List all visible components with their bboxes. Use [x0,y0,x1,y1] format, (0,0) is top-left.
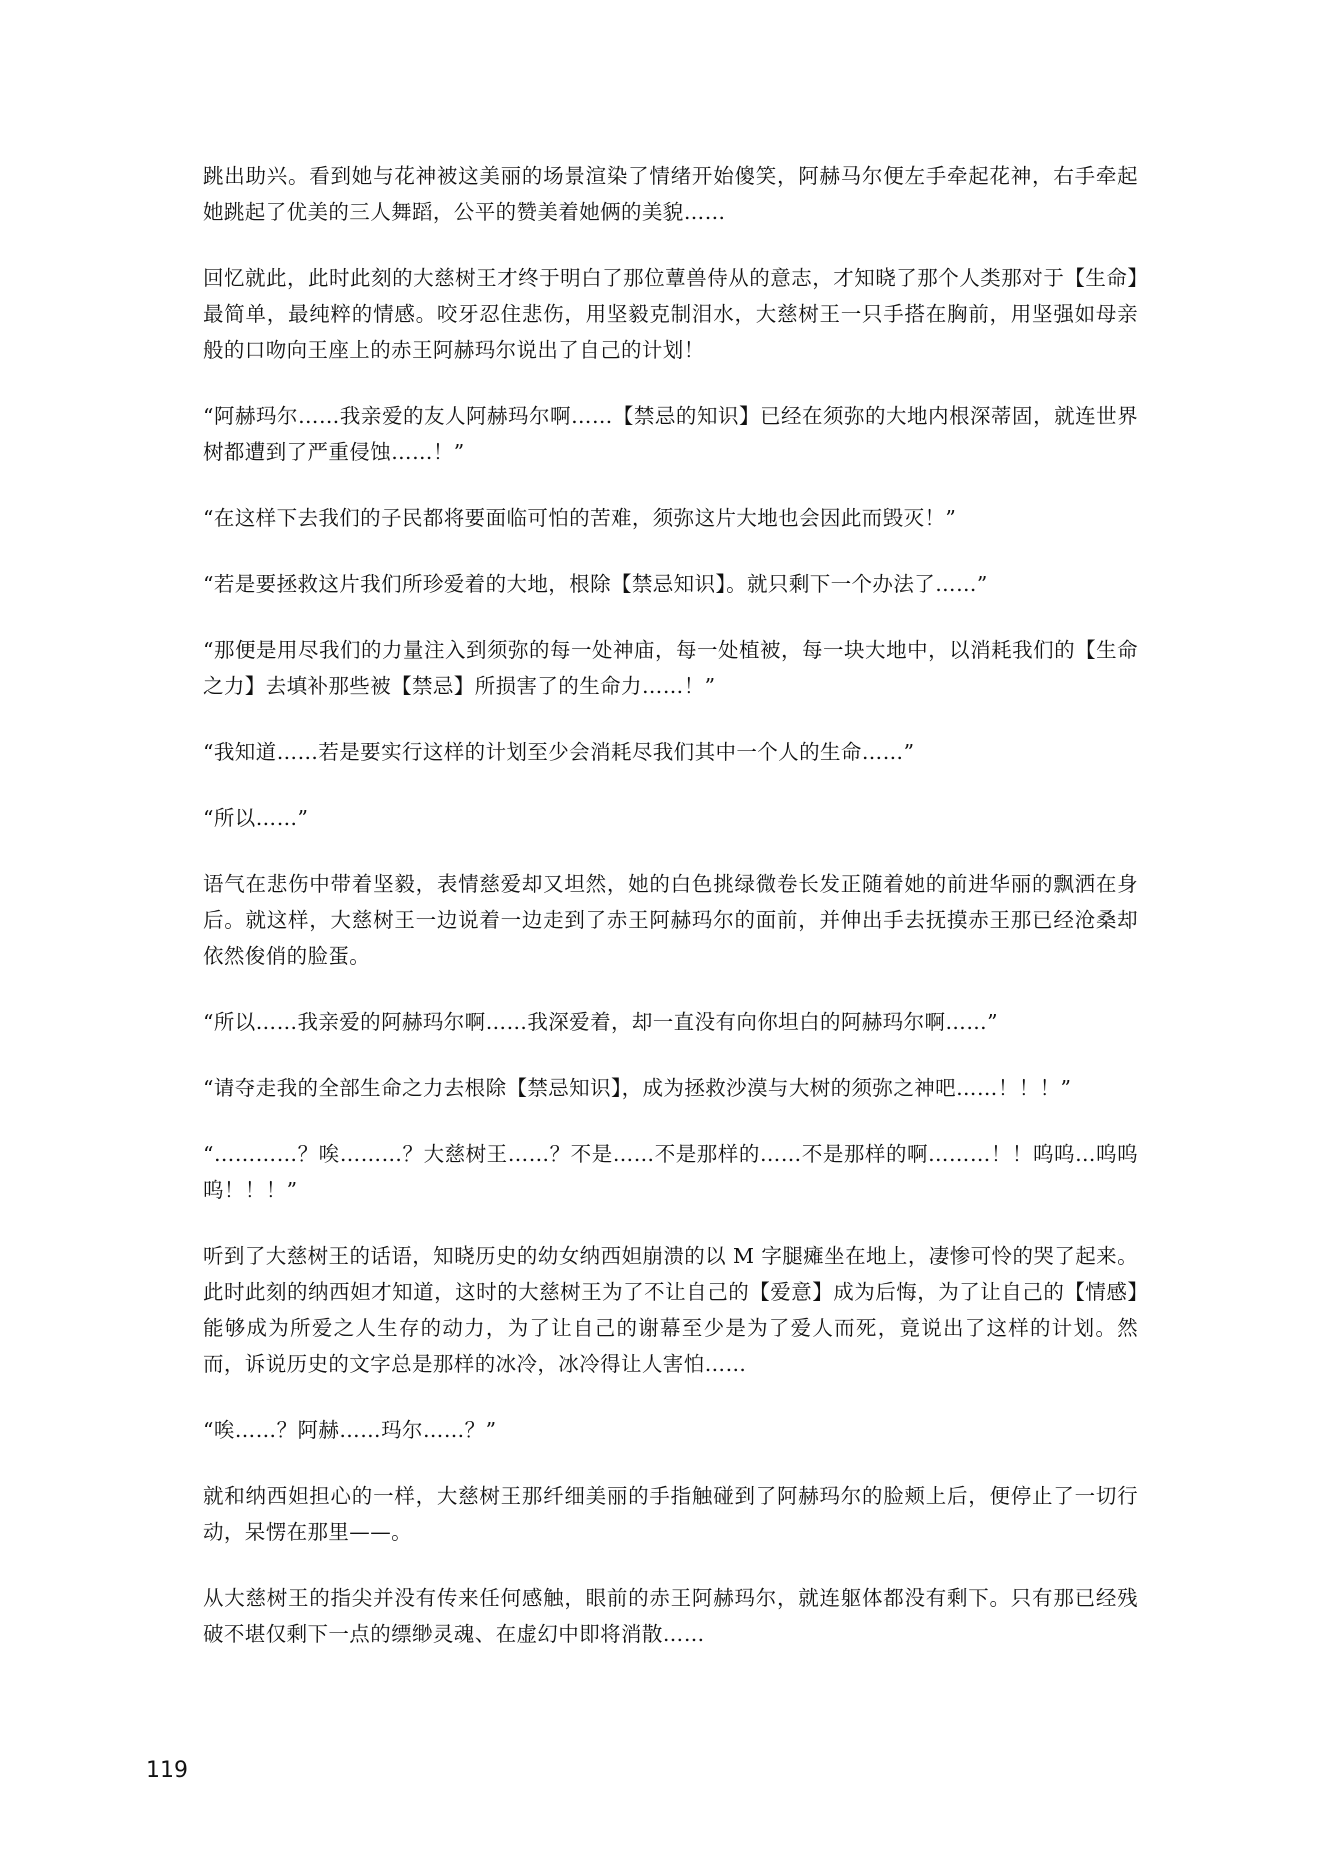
paragraph: 跳出助兴。看到她与花神被这美丽的场景渲染了情绪开始傻笑，阿赫马尔便左手牵起花神，右手牵起她跳起了优美的三人舞蹈，公平的赞美着她俩的美貌…… [203,164,1138,224]
paragraph: “我知道……若是要实行这样的计划至少会消耗尽我们其中一个人的生命……” [203,740,915,764]
paragraph: 语气在悲伤中带着坚毅，表情慈爱却又坦然，她的白色挑绿微卷长发正随着她的前进华丽的飘洒在身后。就这样，大慈树王一边说着一边走到了赤王阿赫玛尔的面前，并伸出手去抚摸赤王那已经沧桑却依然俊俏的脸蛋。 [203,872,1138,968]
paragraph: “所以……我亲爱的阿赫玛尔啊……我深爱着，却一直没有向你坦白的阿赫玛尔啊……” [203,1010,999,1034]
paragraph: 从大慈树王的指尖并没有传来任何感触，眼前的赤王阿赫玛尔，就连躯体都没有剩下。只有那已经残破不堪仅剩下一点的缥缈灵魂、在虚幻中即将消散…… [203,1586,1138,1646]
paragraph: “请夺走我的全部生命之力去根除【禁忌知识】，成为拯救沙漠与大树的须弥之神吧……！！！” [203,1076,1072,1100]
paragraph: 听到了大慈树王的话语，知晓历史的幼女纳西妲崩溃的以 M 字腿瘫坐在地上，凄惨可怜的哭了起来。此时此刻的纳西妲才知道，这时的大慈树王为了不让自己的【爱意】成为后悔，为了让自己的【情感】能够成为所爱之人生存的动力，为了让自己的谢幕至少是为了爱人而死，竟说出了这样的计划。然而，诉说历史的文字总是那样的冰冷，冰冷得让人害怕…… [203,1244,1138,1376]
paragraph: “唉……？阿赫……玛尔……？” [203,1418,497,1442]
paragraph: “所以……” [203,806,309,830]
document-body [203,158,1138,1682]
paragraph: “在这样下去我们的子民都将要面临可怕的苦难，须弥这片大地也会因此而毁灭！” [203,506,957,530]
paragraph: “…………？唉………？大慈树王……？不是……不是那样的……不是那样的啊………！！呜呜…呜呜呜！！！” [203,1142,1138,1202]
paragraph: 就和纳西妲担心的一样，大慈树王那纤细美丽的手指触碰到了阿赫玛尔的脸颊上后，便停止了一切行动，呆愣在那里——。 [203,1484,1138,1544]
paragraph: “那便是用尽我们的力量注入到须弥的每一处神庙，每一处植被，每一块大地中，以消耗我们的【生命之力】去填补那些被【禁忌】所损害了的生命力……！” [203,638,1138,698]
paragraph: “阿赫玛尔……我亲爱的友人阿赫玛尔啊……【禁忌的知识】已经在须弥的大地内根深蒂固，就连世界树都遭到了严重侵蚀……！” [203,404,1138,464]
paragraph: 回忆就此，此时此刻的大慈树王才终于明白了那位蕈兽侍从的意志，才知晓了那个人类那对于【生命】最简单，最纯粹的情感。咬牙忍住悲伤，用坚毅克制泪水，大慈树王一只手搭在胸前，用坚强如母亲般的口吻向王座上的赤王阿赫玛尔说出了自己的计划！ [203,266,1138,362]
paragraph: “若是要拯救这片我们所珍爱着的大地，根除【禁忌知识】。就只剩下一个办法了……” [203,572,988,596]
page-number: 119 [146,1758,188,1783]
